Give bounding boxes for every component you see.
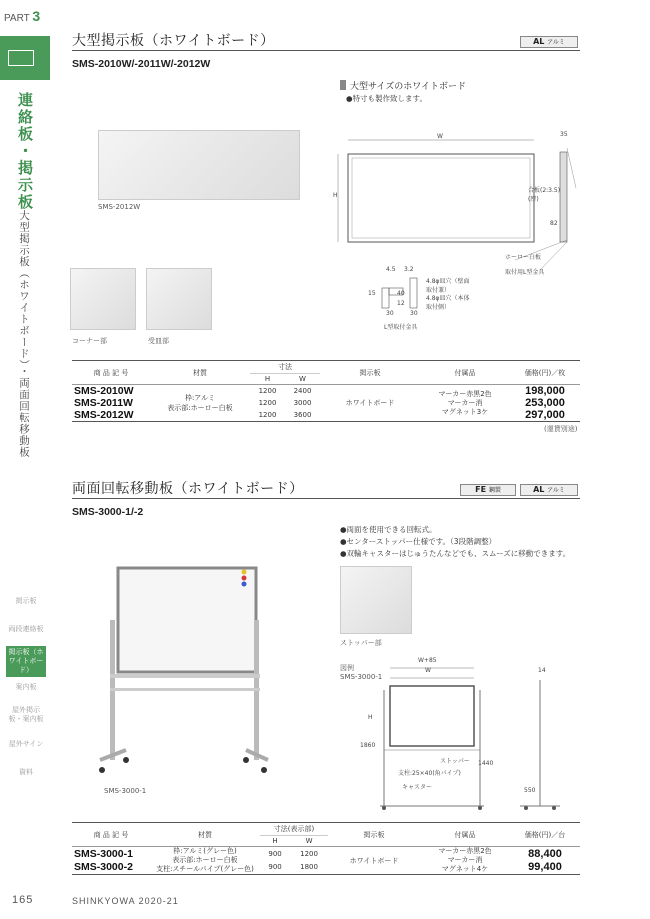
th-h: H (250, 374, 285, 385)
row-accessories: マーカー赤黒2色 マーカー消 マグネット3ケ (438, 389, 492, 416)
row-w: 1200 (300, 849, 318, 858)
dim-550: 550 (524, 787, 536, 794)
category-subtitle: 大型掲示板（ホワイトボード）・両面回転移動板 (18, 210, 30, 458)
nav-item-keijiban[interactable]: 掲示板 (15, 597, 37, 605)
category-icon (0, 36, 50, 80)
dim-14: 14 (538, 667, 546, 674)
section2-feature-2: ●センターストッパー仕様です。（3段階調整） (340, 537, 497, 546)
label-hole2: 4.8φ皿穴（本体取付側） (426, 295, 470, 311)
nav-item-docs[interactable]: 資料 (19, 768, 33, 776)
label-hole1: 4.8φ皿穴（壁面取付兼） (426, 278, 470, 294)
label-pipe: 支柱:25×40(角パイプ) (398, 770, 461, 777)
th-accessories: 付属品 (420, 361, 510, 385)
stopper-detail-photo (340, 566, 412, 634)
nav-item-annai[interactable]: 案内板 (15, 683, 37, 691)
row-material: 枠:アルミ(グレー色) 表示部:ホーロー白板 支柱:スチールパイプ(グレー色) (156, 847, 254, 873)
th-accessories: 付属品 (420, 823, 510, 847)
label-lbracket: L型取付金具 (384, 324, 418, 331)
row-accessories: マーカー赤黒2色 マーカー消 マグネット4ケ (438, 847, 492, 873)
th-model: 商 品 記 号 (72, 823, 150, 847)
th-price: 価格(円)／枚 (510, 361, 580, 385)
section1-feature-note: ●特寸も製作致します。 (346, 94, 427, 103)
section2-divider (72, 498, 580, 499)
row-price: 99,400 (528, 861, 562, 874)
section2-feature-1: ●両面を使用できる回転式。 (340, 525, 437, 534)
nav-item-sign[interactable]: 屋外サイン (8, 740, 44, 748)
row-model: SMS-2011W (74, 397, 133, 409)
dim-4-5: 4.5 (386, 266, 396, 273)
th-size: 寸法 (250, 361, 320, 374)
section1-feature-heading: 大型サイズのホワイトボード (350, 82, 467, 92)
label-bracket: 取付用L型金具 (505, 269, 545, 276)
section2-feature-3: ●双輪キャスターはじゅうたんなどでも、スムーズに移動できます。 (340, 549, 571, 558)
table-row (72, 385, 580, 398)
dim-w-plus-85: W+85 (418, 657, 437, 664)
row-w: 2400 (293, 387, 312, 395)
section1-title: 大型掲示板（ホワイトボード） (72, 33, 275, 49)
dim-82: 82 (550, 220, 558, 227)
label-enamel: ホーロー白板 (505, 254, 542, 261)
row-h: 1200 (258, 411, 277, 419)
whiteboard-photo-caption: SMS-2012W (98, 203, 141, 211)
th-h: H (260, 836, 290, 847)
dim-35: 35 (560, 131, 568, 138)
section2-photo-caption: SMS-3000-1 (104, 787, 147, 795)
diagram-caption: 図例 SMS-3000-1 (340, 664, 383, 681)
row-model: SMS-3000-2 (74, 861, 133, 874)
part-label (4, 8, 40, 24)
row-material: 枠:アルミ 表示部:ホーロー白板 (167, 394, 233, 412)
section2-spec-table (72, 822, 580, 875)
row-model: SMS-2012W (74, 409, 134, 421)
row-board: ホワイトボード (345, 399, 395, 407)
section2-models: SMS-3000-1/-2 (72, 506, 144, 518)
dim-w: W (437, 133, 443, 140)
section1-models: SMS-2010W/-2011W/-2012W (72, 58, 211, 70)
tray-caption: 受皿部 (148, 337, 169, 345)
dim-12: 12 (397, 300, 405, 307)
section2-badge-fe: FE 鋼製 (460, 484, 516, 496)
th-w: W (285, 374, 320, 385)
corner-detail-photo (70, 268, 136, 330)
label-stopper: ストッパー (440, 758, 470, 765)
row-price: 253,000 (525, 397, 565, 409)
dim-15: 15 (368, 290, 376, 297)
th-board: 掲示板 (320, 361, 420, 385)
th-board: 掲示板 (328, 823, 420, 847)
footer-brand: SHINKYOWA 2020-21 (72, 896, 179, 906)
row-price: 198,000 (525, 385, 565, 397)
row-h: 900 (268, 849, 282, 858)
row-w: 3000 (293, 399, 312, 407)
th-material: 材質 (150, 361, 250, 385)
section2-dimension-drawing (360, 660, 580, 810)
corner-caption: コーナー部 (72, 337, 107, 345)
nav-item-whiteboard[interactable]: 掲示板（ホワイトボード） (6, 646, 46, 677)
part-number: 3 (32, 8, 41, 24)
nav-item-ryodan[interactable]: 両段連絡板 (8, 625, 44, 633)
dim-30b: 30 (410, 310, 418, 317)
row-w: 3600 (293, 411, 312, 419)
th-w: W (290, 836, 328, 847)
dim-3-2: 3.2 (404, 266, 414, 273)
page-number: 165 (12, 894, 34, 906)
dim-h2: H (368, 714, 373, 721)
whiteboard-photo (98, 130, 300, 200)
row-model: SMS-2010W (74, 385, 134, 397)
dim-1440: 1440 (478, 760, 494, 767)
table-row (72, 847, 580, 861)
th-material: 材質 (150, 823, 260, 847)
row-h: 900 (268, 863, 282, 872)
section1-divider (72, 50, 580, 51)
section1-badge-al: AL アルミ (520, 36, 578, 48)
tray-detail-photo (146, 268, 212, 330)
dim-w2: W (425, 667, 431, 674)
dim-30a: 30 (386, 310, 394, 317)
th-price: 価格(円)／台 (510, 823, 580, 847)
row-w: 1800 (300, 863, 318, 872)
label-caster: キャスター (402, 784, 433, 791)
th-model: 商 品 記 号 (72, 361, 150, 385)
shipping-note: (運賃別途) (544, 425, 578, 433)
dim-1860: 1860 (360, 742, 376, 749)
row-h: 1200 (258, 399, 277, 407)
dim-h: H (333, 192, 338, 199)
nav-item-outdoor[interactable]: 屋外掲示板・案内板 (8, 706, 44, 723)
row-board: ホワイトボード (349, 856, 399, 865)
row-h: 1200 (258, 387, 277, 395)
section2-badge-al: AL アルミ (520, 484, 578, 496)
row-price: 297,000 (525, 409, 565, 421)
row-model: SMS-3000-1 (74, 847, 133, 860)
feature-marker-icon (340, 80, 346, 90)
row-price: 88,400 (528, 847, 562, 860)
category-title: 連絡板・掲示板 (16, 92, 34, 211)
part-prefix: PART (4, 13, 30, 24)
section2-title: 両面回転移動板（ホワイトボード） (72, 481, 304, 497)
section1-spec-table (72, 360, 580, 422)
mobile-whiteboard-photo (96, 564, 276, 786)
stopper-caption: ストッパー部 (340, 639, 382, 647)
th-size: 寸法(表示部) (260, 823, 328, 836)
dim-thickness: 合板(2:3.5)(厚) (528, 187, 561, 203)
dim-40: 40 (397, 290, 405, 297)
